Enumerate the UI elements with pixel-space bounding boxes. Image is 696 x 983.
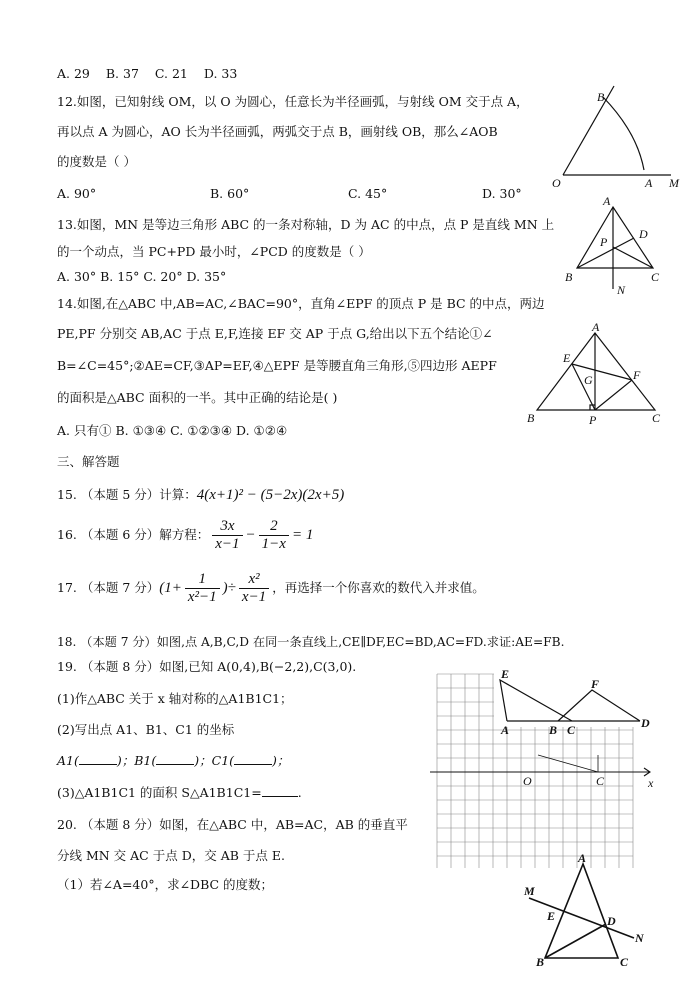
q11-option-c: C. 21 [154, 66, 188, 81]
q18-label-c: C [567, 723, 576, 737]
q13-options: A. 30° B. 15° C. 20° D. 35° [57, 269, 227, 284]
q13-label-d: D [639, 227, 648, 241]
q17-denominator-2: x−1 [241, 589, 267, 605]
q12-line3: 的度数是（ ） [57, 154, 136, 169]
q16-rhs: = 1 [291, 527, 314, 543]
q17-numerator-2: x² [239, 572, 269, 589]
q12-label-b: B [597, 90, 605, 104]
q14-label-f: F [633, 368, 641, 382]
q16-minus: − [245, 527, 256, 543]
q19-a1: A1( [57, 753, 79, 768]
q12-label-o: O [552, 176, 561, 190]
q12-option-a: A. 90° [57, 186, 97, 201]
q14-line3: B=∠C=45°;②AE=CF,③AP=EF,④△EPF 是等腰直角三角形,⑤四边形 AEPF [57, 358, 497, 373]
q11-option-b: B. 37 [105, 66, 139, 81]
q11-option-a: A. 29 [57, 66, 90, 81]
q12-label-m: M [669, 176, 679, 190]
q14-line1: 14.如图,在△ABC 中,AB=AC,∠BAC=90°，直角∠EPF 的顶点 P 是 BC 的中点，两边 [57, 296, 545, 311]
q13-label-a: A [603, 194, 611, 208]
q20-label-a: A [578, 851, 587, 865]
q18-label-f: F [591, 677, 600, 691]
q19-line1: 19. （本题 8 分）如图,已知 A(0,4),B(−2,2),C(3,0). [57, 659, 357, 674]
q19-b1: )；B1( [116, 753, 157, 768]
q16-numerator-1: 3x [212, 519, 242, 536]
q15-label: 15. （本题 5 分）计算： [57, 487, 197, 502]
q17-prefix: (1+ [159, 580, 182, 596]
q19-line3: (2)写出点 A1、B1、C1 的坐标 [57, 722, 235, 737]
q18-label-a: A [501, 723, 510, 737]
q18-label-e: E [501, 667, 510, 681]
q12-option-b: B. 60° [210, 186, 250, 201]
q17-numerator-1: 1 [185, 572, 220, 589]
q16-denominator-1: x−1 [215, 536, 240, 552]
q18-label-b: B [549, 723, 558, 737]
q20-label-e: E [547, 909, 556, 923]
q18: 18. （本题 7 分）如图,点 A,B,C,D 在同一条直线上,CE∥DF,EC=BD,AC=FD.求证:AE=FB. [57, 635, 565, 649]
q17-label: 17. （本题 7 分） [57, 580, 160, 596]
q20-label-d: D [607, 914, 616, 928]
q17-denominator-1: x²−1 [187, 589, 217, 605]
q17-suffix: ，再选择一个你喜欢的数代入并求值。 [272, 580, 485, 596]
q14-label-g: G [584, 373, 593, 387]
q14-line2: PE,PF 分别交 AB,AC 于点 E,F,连接 EF 交 AP 于点 G,给出以下五个结论①∠ [57, 326, 493, 341]
q20-label-b: B [536, 955, 545, 969]
q20-label-c: C [620, 955, 629, 969]
q20-line2: 分线 MN 交 AC 于点 D，交 AB 于点 E. [57, 848, 285, 863]
q14-label-a: A [592, 320, 600, 334]
q19-label-x: x [648, 776, 654, 790]
q18-label-d: D [641, 716, 650, 730]
q14-label-c: C [652, 411, 661, 425]
q12-option-d: D. 30° [482, 186, 522, 201]
q16-denominator-2: 1−x [261, 536, 286, 552]
q13-label-p: P [600, 235, 608, 249]
q14-label-e: E [563, 351, 571, 365]
q20-line1: 20. （本题 8 分）如图，在△ABC 中，AB=AC，AB 的垂直平 [57, 817, 408, 832]
q14-line4: 的面积是△ABC 面积的一半。其中正确的结论是( ) [57, 390, 338, 405]
q20-line3: （1）若∠A=40°，求∠DBC 的度数； [57, 877, 274, 892]
q19-line2: (1)作△ABC 关于 x 轴对称的△A1B1C1； [57, 691, 293, 706]
q17-divide: )÷ [222, 580, 236, 596]
q20-label-n: N [635, 931, 644, 945]
q14-options: A. 只有① B. ①③④ C. ①②③④ D. ①②④ [57, 423, 288, 438]
q19-label-c: C [596, 774, 605, 788]
q12-line2: 再以点 A 为圆心，AO 长为半径画弧，两弧交于点 B，画射线 OB，那么∠AOB [57, 124, 498, 139]
q13-line2: 的一个动点，当 PC+PD 最小时，∠PCD 的度数是（ ） [57, 244, 371, 259]
q16-numerator-2: 2 [259, 519, 289, 536]
q14-label-p: P [589, 413, 597, 427]
q19-end: )； [272, 753, 290, 768]
q15-expression: 4(x+1)² − (5−2x)(2x+5) [196, 487, 345, 503]
q12-label-a: A [645, 176, 653, 190]
q13-label-n: N [617, 283, 626, 297]
q14-label-b: B [527, 411, 535, 425]
q19-label-o: O [523, 774, 532, 788]
section-heading: 三、解答题 [57, 454, 120, 469]
q13-label-b: B [565, 270, 573, 284]
q12-line1: 12.如图，已知射线 OM，以 O 为圆心，任意长为半径画弧，与射线 OM 交于点 A， [57, 94, 529, 109]
q13-label-c: C [651, 270, 660, 284]
q19-area-end: . [297, 785, 302, 800]
q20-label-m: M [524, 884, 535, 898]
q12-option-c: C. 45° [348, 186, 388, 201]
q19-area-label: (3)△A1B1C1 的面积 S△A1B1C1= [57, 785, 262, 800]
q13-line1: 13.如图，MN 是等边三角形 ABC 的一条对称轴，D 为 AC 的中点，点 P 是直线 MN 上 [57, 217, 555, 232]
q19-c1: )；C1( [194, 753, 235, 768]
q16-label: 16. （本题 6 分）解方程： [57, 527, 210, 543]
q11-option-d: D. 33 [203, 66, 238, 81]
